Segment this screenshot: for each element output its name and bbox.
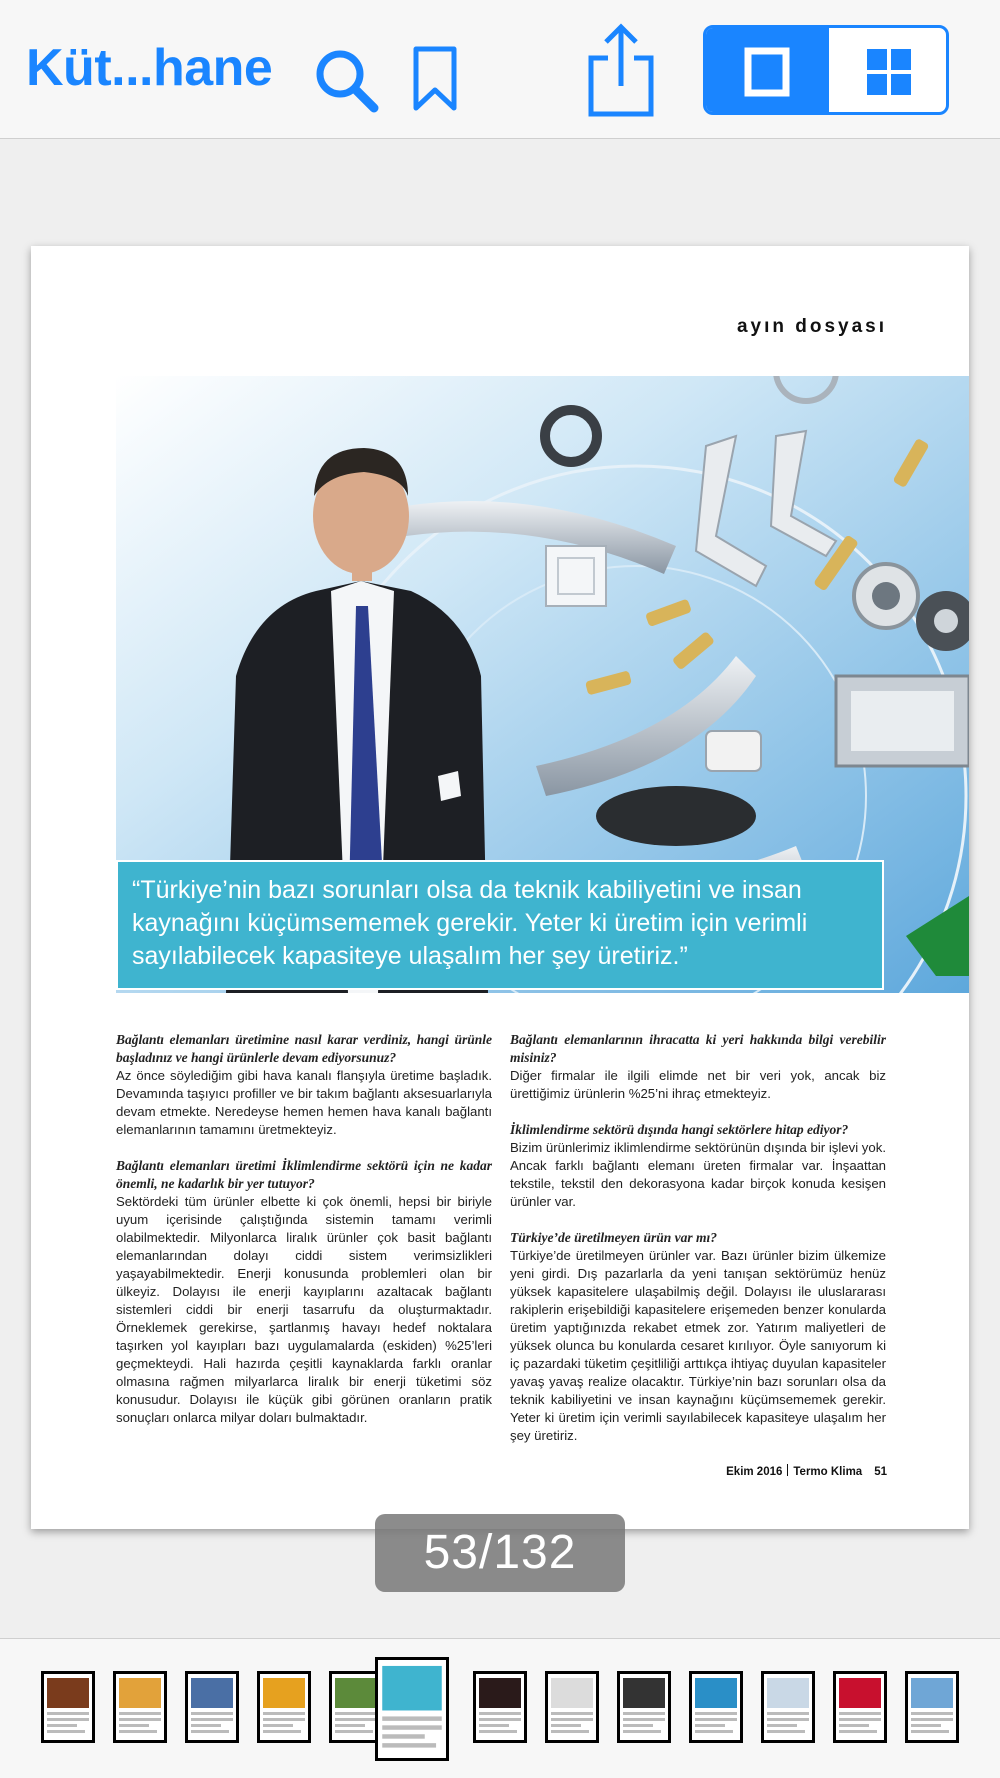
article-column-left [116, 1031, 492, 1445]
bookmark-icon[interactable] [412, 46, 458, 112]
thumbnail[interactable] [545, 1671, 599, 1743]
thumbnail[interactable] [257, 1671, 311, 1743]
library-back-button[interactable]: Küt...hane [26, 39, 273, 97]
thumbnail[interactable] [185, 1671, 239, 1743]
question: Bağlantı elemanları üretimi İklimlendirme sektörü için ne kadar önemli, ne kadarlık bir yer tutuyor? [116, 1158, 492, 1191]
page-footer [726, 1464, 887, 1478]
thumbnail[interactable] [761, 1671, 815, 1743]
question: Bağlantı elemanlarının ihracatta ki yeri hakkında bilgi verebilir misiniz? [510, 1032, 886, 1065]
single-page-view-button[interactable] [706, 28, 829, 112]
article-column-right [510, 1031, 886, 1463]
section-header: ayın dosyası [736, 316, 887, 337]
pull-quote-text: “Türkiye’nin bazı sorunları olsa da teknik kabiliyetini ve insan kaynağını küçümsememek gerekir. Yeter ki üretim için verimli sayılabilecek kapasiteye ulaşalım her şey üretiriz.” [132, 876, 808, 970]
document-page[interactable] [31, 246, 969, 1529]
thumbnail-strip [0, 1638, 1000, 1778]
answer: Az önce söylediğim gibi hava kanalı flanşıyla üretime başladık. Devamında taşıyıcı profiller ve bir takım bağlantı aksesuarlarıyla devam etmekte. Neredeyse hemen hemen hava kanalı bağlantı elemanlarının tamamını üretmekteyiz. [116, 1068, 492, 1137]
footer-magazine: Termo Klima [793, 1466, 863, 1478]
answer: Sektördeki tüm ürünler elbette ki çok önemli, hepsi bir biriyle uyum içerisinde çalıştığında sistemin tamamı verimli olabilmektedir. Milyonlarca liralık ürünler çok basit bağlantı elemanlarından dolayı ciddi sistem verimsizlikleri yaşayabilmektedir. Enerji konusunda problemleri olan bir ülkeyiz. Dolayısı ile enerji kayıplarını azaltacak bağlantı sistemleri ciddi bir enerji tasarrufu da oluşturmaktadır. Örneklemek gerekirse, şartlanmış havayı hedef noktalara taşırken yol kayıpları bazı uygulamalarda (eskiden) %25’leri geçmekteydi. Hali hazırda çeşitli kaynaklarda farklı oranlar olmasına rağmen milyarlarca liralık bir enerji tüketimi söz konusudur. Dolayısı ile küçük gibi görünen oranların pratik sonuçları onlarca milyar doları bulmaktadır. [116, 1194, 492, 1425]
grid-view-button[interactable] [829, 28, 949, 112]
view-mode-segmented-control [703, 25, 949, 115]
search-icon[interactable] [312, 46, 380, 114]
page-counter: 53/132 [375, 1514, 625, 1592]
top-toolbar [0, 0, 1000, 139]
share-icon[interactable] [586, 22, 656, 118]
footer-date: Ekim 2016 [726, 1466, 783, 1478]
thumbnail[interactable] [113, 1671, 167, 1743]
answer: Türkiye’de üretilmeyen ürünler var. Bazı ürünler bizim ülkemize yeni girdi. Dış pazarlarla da yeni tanışan sektörümüz henüz yüksek kapasitelere ulaşabilmiş değil. Dolayısı ile uluslararası rakiplerin erişebildiği kapasitelere erişemeden benzer konularda üretim yaptığınızda rekabet etmek zor. Yatırım maliyetleri de yüksek olunca bu konularda cesaret kırılıyor. Öyle sanıyorum ki iç pazardaki tüketim çeşitliliği arttıkça ihtiyaç duyulan kapasiteler yavaş yavaş realize olacaktır. Türkiye’nin bazı sorunları olsa da teknik kabiliyetini ve insan kaynağını küçümsememek gerekir. Yeter ki üretim için verimli sayılabilecek kapasiteye ulaşalım her şey üretiriz. [510, 1248, 886, 1443]
answer: Bizim ürünlerimiz iklimlendirme sektörünün dışında bir işlevi yok. Ancak farklı bağlantı elemanı üreten firmalar var. İnşaattan tekstile, tekstil den dekorasyona kadar birçok konuda kesişen ürünler var. [510, 1140, 886, 1209]
single-page-view-icon [744, 47, 790, 97]
question: Bağlantı elemanları üretimine nasıl karar verdiniz, hangi ürünle başladınız ve hangi ürünlerle devam ediyorsunuz? [116, 1032, 492, 1065]
question: İklimlendirme sektörü dışında hangi sektörlere hitap ediyor? [510, 1122, 849, 1137]
thumbnail-current[interactable] [375, 1657, 449, 1761]
grid-view-icon [865, 47, 913, 97]
footer-page-number: 51 [874, 1466, 887, 1478]
footer-divider [787, 1464, 788, 1476]
thumbnail[interactable] [833, 1671, 887, 1743]
thumbnail[interactable] [473, 1671, 527, 1743]
thumbnail[interactable] [617, 1671, 671, 1743]
question: Türkiye’de üretilmeyen ürün var mı? [510, 1230, 717, 1245]
pull-quote [116, 860, 884, 990]
thumbnail[interactable] [689, 1671, 743, 1743]
thumbnail[interactable] [905, 1671, 959, 1743]
answer: Diğer firmalar ile ilgili elimde net bir veri yok, ancak biz ürettiğimiz ürünlerin %25’ni ihraç etmekteyiz. [510, 1068, 886, 1101]
thumbnail[interactable] [41, 1671, 95, 1743]
